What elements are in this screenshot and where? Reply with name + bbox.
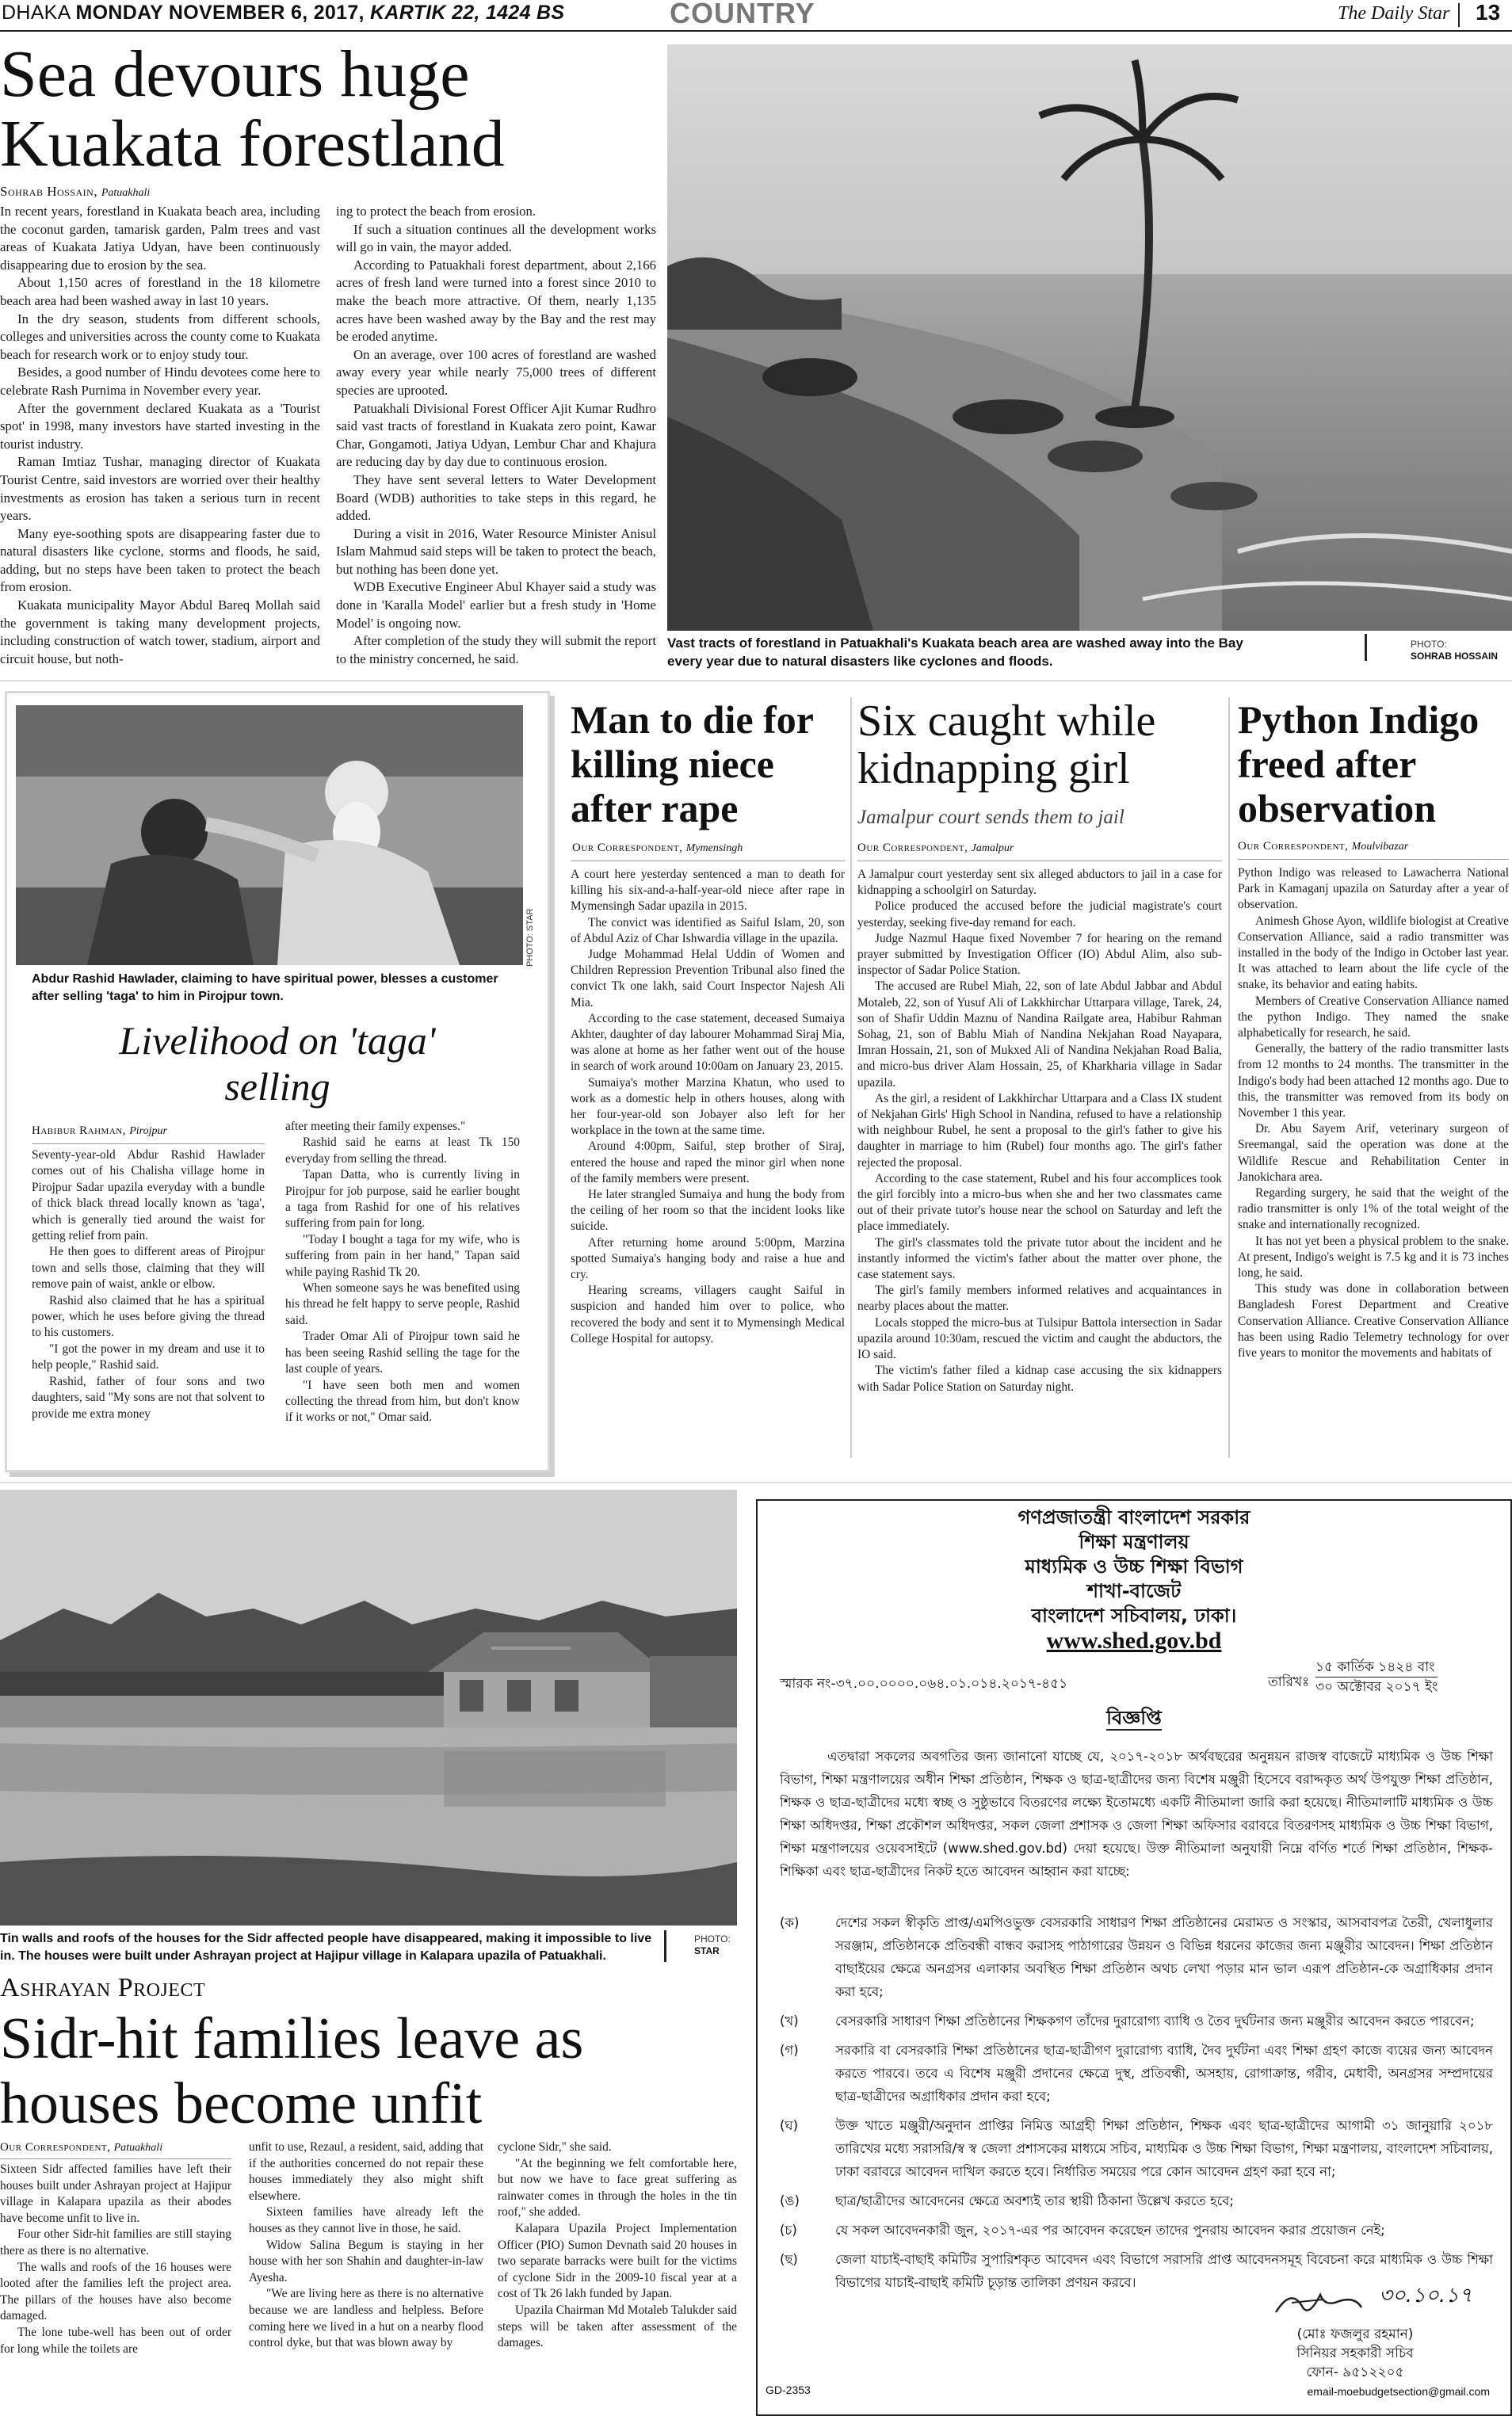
story3-headline: [571, 697, 848, 830]
story6-byline: Our Correspondent, Patuakhali: [0, 2141, 163, 2154]
ad-title: বিজ্ঞপ্তি: [1106, 1707, 1162, 1729]
paragraph: Judge Mohammad Helal Uddin of Women and Children Repression Prevention Tribunal also fined the convict Tk one lakh, said Court Inspector Najesh Ali Mia.: [571, 948, 845, 1010]
taga-seller-image: [16, 705, 523, 965]
caption-rule: [664, 1930, 666, 1962]
headline-line: Six caught while: [857, 697, 1156, 746]
ad-condition-text: দেশের সকল স্বীকৃতি প্রাপ্ত/এমপিওভুক্ত বেসরকারি সাধারণ শিক্ষা প্রতিষ্ঠানের মেরামত ও সংস্কার, আসবাবপত্র তৈরী, খেলাধুলার সরঞ্জাম, প্রতিষ্ঠানকে প্রতিবন্ধী বান্ধব করাসহ পাঠাগারের উন্নয়ন ও বিভিন্ন ধরনের কাজের জন্য মঞ্জুরীর আবেদন। শিক্ষা প্রতিষ্ঠান বাছাইয়ের ক্ষেত্রে অনগ্রসর এলাকার অবস্থিত শিক্ষা প্রতিষ্ঠান অথচ লেখা পড়ার মান ভাল এরূপ প্রতিষ্ঠান-কে অগ্রাধিকার প্রদান করা হবে;: [835, 1915, 1493, 1999]
story6-column-2: [249, 2139, 483, 2352]
headline-line: Python Indigo: [1238, 697, 1480, 742]
ad-header-line: শাখা-বাজেট: [1086, 1580, 1182, 1602]
story5-body: [1238, 865, 1509, 1361]
story3-body: [571, 867, 845, 1347]
ad-condition-item: [780, 2039, 1493, 2108]
ad-condition-mark: (ক): [780, 1915, 800, 1930]
ad-condition-text: উক্ত খাতে মঞ্জুরী/অনুদান প্রাপ্তির নিমিত্ত আগ্রহী শিক্ষা প্রতিষ্ঠান, শিক্ষক এবং ছাত্র-ছাত্রীদের আগামী ৩১ জানুয়ারি ২০১৮ তারিখের মধ্যে সরাসরি/স্ব স্ব জেলা প্রশাসকের মাধ্যমে সচিব, মাধ্যমিক ও উচ্চ শিক্ষা বিভাগ, শিক্ষা মন্ত্রণালয়, বাংলাদেশ সচিবালয়, ঢাকা বরাবরে আবেদন দাখিল করতে হবে। নির্ধারিত সময়ের পরে কোন আবেদন গ্রহণ করা হবে না;: [835, 2118, 1493, 2179]
paragraph: According to the case statement, deceased Sumaiya Akhter, daughter of day labourer Mohammad Siraj Mia, was alone at home as her father went out of the house in search of work around 10:00am on January 23, 2015.: [571, 1011, 845, 1074]
story1-photo-credit: PHOTO: SOHRAB HOSSAIN: [1411, 639, 1499, 662]
ad-condition-item: [780, 2219, 1493, 2242]
paragraph: If such a situation continues all the development works will go in vain, the mayor added.: [336, 221, 656, 255]
ad-condition-item: [780, 2010, 1493, 2032]
taga-seller-photo: [16, 705, 523, 965]
paragraph: After the government declared Kuakata as a 'Tourist spot' in 1998, many investors have started investing in the tourist industry.: [0, 400, 320, 452]
paragraph: After completion of the study they will submit the report to the ministry concerned, he said.: [336, 633, 656, 666]
paragraph: The convict was identified as Saiful Islam, 20, son of Abdul Aziz of Char Ishwardia village in the upazila.: [571, 915, 845, 945]
ad-header-line: গণপ্রজাতন্ত্রী বাংলাদেশ সরকার: [1018, 1506, 1250, 1529]
paragraph: A Jamalpur court yesterday sent six alleged abductors to jail in a case for kidnapping a schoolgirl on Saturday.: [857, 868, 1222, 898]
paragraph: He later strangled Sumaiya and hung the body from the ceiling of her room so that the incident looks like suicide.: [571, 1188, 845, 1234]
paragraph: Trader Omar Ali of Pirojpur town said he has been seeing Rashid selling the tage for the last couple of years.: [285, 1330, 520, 1376]
paragraph: The walls and roofs of the 16 houses were looted after the families left the project area. The pillars of the houses have also become damaged.: [0, 2260, 231, 2323]
paragraph: The girl's classmates told the private tutor about the incident and he instantly informed the victim's father about the matter over phone, the case statement says.: [857, 1235, 1222, 1282]
ad-condition-mark: (ঘ): [780, 2118, 799, 2133]
ad-condition-mark: (খ): [780, 2013, 799, 2029]
story6-photo-caption: Tin walls and roofs of the houses for the Sidr affected people have disappeared, making it impossible to live in. The houses were built under Ashrayan project at Hajipur village in Kalapara upazila of Patuakhali.: [0, 1932, 652, 1963]
ad-condition-mark: (চ): [780, 2223, 797, 2238]
paragraph: Four other Sidr-hit families are still staying there as there is no alternative.: [0, 2227, 231, 2258]
headline-line: selling: [224, 1064, 330, 1109]
byline-rule: [1238, 859, 1509, 860]
headline-line: Man to die for: [571, 697, 814, 742]
paragraph: The victim's father filed a kidnap case accusing the six kidnappers with Sadar Police Station on Saturday night.: [857, 1364, 1222, 1394]
ad-memo-number: স্মারক নং-৩৭.০০.০০০০.০৬৪.০১.০১৪.২০১৭-৪৫১: [780, 1676, 1068, 1692]
paragraph: "We are living here as there is no alternative because we are landless and helpless. Before coming here we lived in a hut on a nearby flood control dyke, but that was blown away by: [249, 2287, 483, 2350]
story4-byline: Our Correspondent, Jamalpur: [857, 842, 1014, 854]
story1-column-1: [0, 203, 320, 668]
story1-byline: Sohrab Hossain, Patuakhali: [0, 184, 151, 199]
paragraph: The accused are Rubel Miah, 22, son of late Abdul Jabbar and Abdul Motaleb, 22, son of Yusuf Ali of Lakkhirchar Uttarpara village, Tarek, 24, son of Shafir Uddin Maznu of Nandina Railgate area, Habibur Rahman Sohag, 21, son of Bablu Miah of Nandina Nekjahan Road Nayapara, Imran Hossain, 21, son of Mukxed Ali of Nandina Nekjahan Road Balia, and micro-bus driver Alam Hossain, 25, of Kharkharia village in Sadar upazila.: [857, 979, 1222, 1090]
headline-line: kidnapping girl: [857, 744, 1130, 793]
headline-line: freed after: [1238, 742, 1417, 786]
story6-photo-credit: PHOTO: STAR: [694, 1933, 731, 1956]
caption-rule: [1365, 634, 1367, 661]
ad-condition-text: সরকারি বা বেসরকারি শিক্ষা প্রতিষ্ঠানের ছাত্র-ছাত্রীগণ দুরারোগ্য ব্যাধি, দৈব দুর্ঘটনা এবং শিক্ষা গ্রহণ কাজে ব্যয়ের জন্য আবেদন করতে পারবে। তবে এ বিশেষ মঞ্জুরী প্রদানের ক্ষেত্রে দুস্থ, প্রতিবন্ধী, অসহায়, রোগাক্রান্ত, গরীব, মেধাবী, অনগ্রসর সম্প্রদায়ের ছাত্র-ছাত্রীদের অগ্রাধিকার প্রদান করা হবে;: [835, 2043, 1493, 2104]
ad-condition-item: [780, 2114, 1493, 2183]
headline-line: Livelihood on 'taga': [119, 1018, 436, 1063]
dateline: DHAKA MONDAY NOVEMBER 6, 2017, KARTIK 22, 1424 BS: [2, 2, 565, 24]
paragraph: after meeting their family expenses.": [285, 1120, 466, 1133]
ad-date-bangla: ১৫ কার্তিক ১৪২৪ বাং: [1315, 1658, 1438, 1677]
paragraph: Seventy-year-old Abdur Rashid Hawlader comes out of his Chalisha village home in Pirojpur Sadar upazila everyday with a bundle of thick black thread locally known as 'taga', which is generally tied around the waist for getting relief from pain.: [32, 1148, 265, 1243]
headline-line: Sidr-hit families leave as: [0, 2006, 584, 2071]
ashrayan-houses-image: [0, 1490, 737, 1926]
paragraph: During a visit in 2016, Water Resource Minister Anisul Islam Mahmud said steps will be taken to protect the beach, but nothing has been done yet.: [336, 525, 656, 577]
ad-header-line: বাংলাদেশ সচিবালয়, ঢাকা।: [1031, 1605, 1237, 1627]
paragraph: A court here yesterday sentenced a man to death for killing his six-and-a-half-year-old niece after rape in Mymensingh Sadar upazila in 2015.: [571, 868, 845, 914]
paragraph: ing to protect the beach from erosion.: [336, 204, 536, 219]
paragraph: "Today I bought a taga for my wife, who is suffering from pain in her hand," Tapan said while paying Rashid Tk 20.: [285, 1232, 520, 1279]
paragraph: Tapan Datta, who is currently living in Pirojpur for job purpose, said he earlier bought a taga from Rashid for one of his relatives suffering from pain for long.: [285, 1168, 520, 1231]
ad-signatory: [1236, 2325, 1474, 2382]
headline-line: observation: [1238, 786, 1436, 830]
ad-gd-number: GD-2353: [766, 2384, 811, 2396]
ad-website-link[interactable]: www.shed.gov.bd: [1046, 1628, 1222, 1654]
paragraph: "At the beginning we felt comfortable here, but now we have to face great suffering as rainwater comes in through the holes in the tin roof," she added.: [498, 2156, 737, 2219]
paragraph: Police produced the accused before the judicial magistrate's court yesterday, seeking five-day remand for each.: [857, 899, 1222, 929]
story2-byline: Habibur Rahman, Pirojpur: [32, 1124, 167, 1137]
story2-photo-caption: Abdur Rashid Hawlader, claiming to have spiritual power, blesses a customer after selling 'taga' to him in Pirojpur town.: [32, 972, 498, 1003]
ad-header-line: মাধ্যমিক ও উচ্চ শিক্ষা বিভাগ: [1025, 1555, 1243, 1578]
ad-date-label: তারিখঃ: [1268, 1674, 1310, 1690]
ad-header-line: শিক্ষা মন্ত্রণালয়: [1079, 1531, 1189, 1553]
ad-email: email-moebudgetsection@gmail.com: [1307, 2385, 1490, 2398]
story2-column-2: [285, 1119, 520, 1426]
ad-date: [1315, 1658, 1438, 1697]
paragraph: The lone tube-well has been out of order for long while the toilets are: [0, 2325, 231, 2356]
paragraph: Widow Salina Begum is staying in her house with her son Shahin and daughter-in-law Ayesha.: [249, 2238, 483, 2284]
paragraph: unfit to use, Rezaul, a resident, said, adding that if the authorities concerned do not repair these houses immediately they also might shift elsewhere.: [249, 2140, 483, 2203]
ad-signatory-title: সিনিয়র সহকারী সচিব: [1296, 2345, 1414, 2361]
paragraph: In recent years, forestland in Kuakata beach area, including the coconut garden, tamarisk garden, Palm trees and vast areas of Kuakata Jatiya Udyan, have been continuously disappearing due to erosion by the sea.: [0, 204, 320, 273]
paragraph: The girl's family members informed relatives and acquaintances in nearby places about the matter.: [857, 1284, 1222, 1314]
page-number: 13: [1476, 0, 1501, 25]
byline-rule: [32, 1143, 265, 1144]
paragraph: Locals stopped the micro-bus at Tulsipur Battola intersection in Sadar upazila around 10:30am, rescued the victim and caught the abductors, the IO said.: [857, 1315, 1222, 1362]
paragraph: This study was done in collaboration between Bangladesh Forest Department and Creative Conservation Alliance. Creative Conservation Alliance has been using Radio Telemetry technology for over five years to monitor the movements and habitats of: [1238, 1282, 1509, 1361]
paragraph: According to the case statement, Rubel and his four accomplices took the girl forcibly into a micro-bus when she and her two classmates came out of their private tutor's house near the school on Saturday and left the place immediately.: [857, 1171, 1222, 1234]
paragraph: Kalapara Upazila Project Implementation Officer (PIO) Sumon Devnath said 20 houses in two separate barracks were built for the victims of cyclone Sidr in the 2009-10 fiscal year at a cost of Tk 26 lakh funded by Japan.: [498, 2221, 737, 2301]
paragraph: When someone says he was benefited using his thread he felt happy to serve people, Rashid said.: [285, 1281, 520, 1327]
paragraph: Regarding surgery, he said that the weight of the radio transmitter is only 1% of the total weight of the snake and internationally recognized.: [1238, 1186, 1509, 1232]
story2-column-1: [32, 1147, 265, 1422]
story6-column-3: [498, 2139, 737, 2352]
section-divider: [0, 680, 1512, 681]
story4-subhead: Jamalpur court sends them to jail: [857, 807, 1124, 828]
paragraph: Sixteen Sidr affected families have left their houses built under Ashrayan project at Hajipur village in Kalapara upazila as their abodes have become unfit to live in.: [0, 2162, 231, 2225]
paragraph: cyclone Sidr," she said.: [498, 2140, 612, 2154]
ad-condition-text: ছাত্র/ছাত্রীদের আবেদনের ক্ষেত্রে অবশ্যই তার স্থায়ী ঠিকানা উল্লেখ করতে হবে;: [835, 2193, 1234, 2208]
paragraph: On an average, over 100 acres of forestland are washed away every year while nearly 75,000 trees of different species are uprooted.: [336, 346, 656, 398]
story2-headline: [32, 1017, 523, 1109]
paragraph: After returning home around 5:00pm, Marzina spotted Sumaiya's hanging body and raise a hue and cry.: [571, 1235, 845, 1282]
paragraph: Members of Creative Conservation Alliance named the python Indigo. They named the snake alphabetically for research, he said.: [1238, 994, 1509, 1040]
story6-kicker: Ashrayan Project: [0, 1973, 206, 2002]
story1-column-2: [336, 203, 656, 668]
ad-date-english: ৩০ অক্টোবর ২০১৭ ইং: [1315, 1679, 1438, 1695]
ashrayan-houses-photo: [0, 1490, 737, 1926]
story2-photo-credit: PHOTO: STAR: [525, 908, 535, 967]
paper-logo: The Daily Star: [1338, 3, 1450, 24]
ad-signature-date: ৩০.১০.১৭: [1379, 2284, 1472, 2307]
ad-header: [756, 1506, 1512, 1653]
ad-conditions-list: [780, 1911, 1493, 2300]
paragraph: According to Patuakhali forest department, about 2,166 acres of fresh land were turned into a forest since 2010 to make the beach more attractive. Of them, nearly 1,135 acres have been washed away by the Bay and the rest may be eroded anytime.: [336, 257, 656, 345]
paragraph: Rashid, father of four sons and two daughters, said "My sons are not that solvent to provide me extra money: [32, 1374, 265, 1421]
paragraph: Raman Imtiaz Tushar, managing director of Kuakata Tourist Centre, said investors are worried over their healthy investments as erosion has taken a serious turn in recent years.: [0, 454, 320, 524]
ad-condition-mark: (গ): [780, 2043, 799, 2058]
story1-photo-caption: Vast tracts of forestland in Patuakhali's Kuakata beach area are washed away into the Bay every year due to natural disasters like cyclones and floods.: [667, 635, 1243, 669]
byline-rule: [0, 2158, 231, 2159]
paragraph: As the girl, a resident of Lakkhirchar Uttarpara and a Class IX student of Nekjahan Girls' High School in Nandina, refused to have a relationship with neighbour Rubel, he sent a proposal to the girl's father to give his daughter in marriage to him (Rubel) four months ago. The girl's father rejected the proposal.: [857, 1091, 1222, 1170]
paragraph: In the dry season, students from different schools, colleges and universities across the county come to Kuakata beach for research work or to enjoy study tour.: [0, 311, 320, 362]
paragraph: He then goes to different areas of Pirojpur town and sells those, claiming that they will remove pain of waist, ankle or elbow.: [32, 1245, 265, 1292]
paragraph: WDB Executive Engineer Abul Khayer said a study was done in 'Karalla Model' earlier but a fresh study in 'Home Model' is ongoing now.: [336, 579, 656, 631]
section-divider: [0, 1482, 1512, 1483]
paragraph: Rashid also claimed that he has a spiritual power, which he uses before giving the thread to his customers.: [32, 1293, 265, 1340]
story5-byline: Our Correspondent, Moulvibazar: [1238, 840, 1409, 853]
paragraph: They have sent several letters to Water Development Board (WDB) authorities to take steps in this regard, he added.: [336, 471, 656, 524]
paragraph: Many eye-soothing spots are disappearing faster due to natural disasters like cyclone, storms and floods, he said, adding, but no steps have been taken to protect the beach from erosion.: [0, 525, 320, 595]
ad-condition-item: [780, 2189, 1493, 2212]
story4-body: [857, 867, 1222, 1395]
ad-phone: ফোন- ৯৫১২২০৫: [1306, 2364, 1404, 2380]
ad-condition-mark: (ঙ): [780, 2193, 800, 2208]
column-rule: [850, 697, 852, 1458]
story4-headline: [857, 697, 1222, 792]
ad-condition-item: [780, 1911, 1493, 2003]
paragraph: Rashid said he earns at least Tk 150 everyday from selling the thread.: [285, 1135, 520, 1166]
paragraph: Generally, the battery of the radio transmitter lasts from 12 months to 24 months. The transmitter in the Indigo's body had been attached 12 months ago. Due to this, the transmitter was removed from its body on November 1 this year.: [1238, 1042, 1509, 1120]
paragraph: Patuakhali Divisional Forest Officer Ajit Kumar Rudhro said vast tracts of forestland in Kuakata zero point, Kawar Char, Gongamoti, Jatiya Udyan, Lembur Char and Khajura are reducing day by day due to continuous erosion.: [336, 400, 656, 470]
story3-byline: Our Correspondent, Mymensingh: [572, 842, 743, 854]
paragraph: Python Indigo was released to Lawacherra National Park in Kamaganj upazila on Saturday after a year of observation.: [1238, 866, 1509, 912]
story6-column-1: [0, 2162, 231, 2357]
paragraph: Animesh Ghose Ayon, wildlife biologist at Creative Conservation Alliance, said a radio transmitter was installed in the body of the Indigo in October last year. It was attached to learn about the life cycle of the snake, its behavior and eating habits.: [1238, 914, 1509, 992]
headline-line: Sea devours huge: [0, 37, 470, 111]
section-name: COUNTRY: [670, 0, 815, 29]
ad-condition-text: যে সকল আবেদনকারী জুন, ২০১৭-এর পর আবেদন করেছেন তাদের পুনরায় আবেদন করার প্রয়োজন নেই;: [835, 2223, 1385, 2238]
headline-line: killing niece: [571, 742, 774, 786]
paragraph: Sixteen families have already left the houses as they cannot live in those, he said.: [249, 2205, 483, 2235]
paragraph: "I have seen both men and women collecting the thread from him, but don't know if it works or not," Omar said.: [285, 1378, 520, 1425]
beach-erosion-photo: [667, 44, 1512, 631]
headline-line: houses become unfit: [0, 2071, 483, 2136]
paragraph: It has not yet been a physical problem to the snake. At present, Indigo's weight is 7.5 kg and it is 73 inches long, he said.: [1238, 1234, 1509, 1281]
paragraph: Upazila Chairman Md Motaleb Talukder said steps will be taken after assessment of the damages.: [498, 2303, 737, 2350]
paragraph: "I got the power in my dream and use it to help people," Rashid said.: [32, 1342, 265, 1372]
paragraph: Besides, a good number of Hindu devotees come here to celebrate Rash Purnima in November every year.: [0, 364, 320, 398]
column-rule: [1228, 697, 1230, 1458]
ad-condition-mark: (ছ): [780, 2252, 798, 2267]
ad-condition-text: জেলা যাচাই-বাছাই কমিটির সুপারিশকৃত আবেদন এবং বিভাগে সরাসরি প্রাপ্ত আবেদনসমূহ বিবেচনা করে মাধ্যমিক ও উচ্চ শিক্ষা বিভাগের যাচাই-বাছাই কমিটি চূড়ান্ত তালিকা প্রণয়ন করবে।: [835, 2252, 1493, 2290]
paragraph: Dr. Abu Sayem Arif, veterinary surgeon of Sreemangal, said the operation was done at the Wildlife Rescue and Rehabilitation Center in Janokichara area.: [1238, 1122, 1509, 1184]
masthead-divider: [1458, 3, 1460, 27]
story1-headline: [0, 37, 658, 181]
beach-erosion-image: [667, 44, 1512, 631]
headline-line: after rape: [571, 786, 739, 830]
ad-signatory-name: (মোঃ ফজলুর রহমান): [1296, 2326, 1414, 2342]
paragraph: About 1,150 acres of forestland in the 18 kilometre beach area had been washed away in last 10 years.: [0, 275, 320, 308]
paragraph: Judge Nazmul Haque fixed November 7 for hearing on the remand prayer submitted by Investigation Officer (IO) Abdul Alim, also sub-inspector of Sadar Police Station.: [857, 931, 1222, 978]
paragraph: Around 4:00pm, Saiful, step brother of Siraj, entered the house and raped the minor girl when none of the family members were present.: [571, 1139, 845, 1185]
ad-intro: এতদ্বারা সকলের অবগতির জন্য জানানো যাচ্ছে যে, ২০১৭-২০১৮ অর্থবছরের অনুন্নয়ন রাজস্ব বাজেটে মাধ্যমিক ও উচ্চ শিক্ষা বিভাগ, শিক্ষা মন্ত্রণালয়ের অধীন শিক্ষা প্রতিষ্ঠান, শিক্ষক ও ছাত্র-ছাত্রীদের জন্য বিশেষ মঞ্জুরী হিসেবে বরাদ্দকৃত অর্থ উপযুক্ত শিক্ষা প্রতিষ্ঠান, শিক্ষক ও ছাত্র-ছাত্রীদের মধ্যে স্বচ্ছ ও সুষ্ঠুভাবে বিতরণের লক্ষ্যে ইতোমধ্যে একটি নীতিমালা জারি করা হয়েছে। নীতিমালাটি মাধ্যমিক ও উচ্চ শিক্ষা অধিদপ্তর, শিক্ষা প্রকৌশল অধিদপ্তর, সকল জেলা প্রশাসক ও জেলা শিক্ষা অফিসার বরাবরে বিতরণসহ মাধ্যমিক ও উচ্চ শিক্ষা বিভাগ, শিক্ষা মন্ত্রণালয়ের ওয়েবসাইটে (www.shed.gov.bd) দেয়া হয়েছে। উক্ত নীতিমালা অনুযায়ী নিম্নে বর্ণিত শর্তে শিক্ষা প্রতিষ্ঠান, শিক্ষক-শিক্ষিকা এবং ছাত্র-ছাত্রীদের নিকট হতে আবেদন আহ্বান করা যাচ্ছে:: [780, 1749, 1493, 1879]
story5-headline: [1238, 697, 1512, 830]
story6-headline: [0, 2006, 737, 2136]
paragraph: Hearing screams, villagers caught Saiful in suspicion and handed him over to police, who recovered the body and sent it to Mymensingh Medical College Hospital for autopsy.: [571, 1284, 845, 1345]
headline-line: Kuakata forestland: [0, 107, 505, 181]
paragraph: Kuakata municipality Mayor Abdul Bareq Mollah said the government is taking many development projects, including construction of watch tower, stadium, airport and circuit house, but noth-: [0, 597, 320, 666]
ad-condition-text: বেসরকারি সাধারণ শিক্ষা প্রতিষ্ঠানের শিক্ষকগণ তাঁদের দুরারোগ্য ব্যাধি ও তৈব দুর্ঘটনার জন্য মঞ্জুরীর আবেদন করতে পারবেন;: [835, 2013, 1475, 2029]
paragraph: Sumaiya's mother Marzina Khatun, who used to work as a domestic help in others houses, along with her four-year-old son Jobayer also left for her workplace in the town at the same time.: [571, 1075, 845, 1138]
